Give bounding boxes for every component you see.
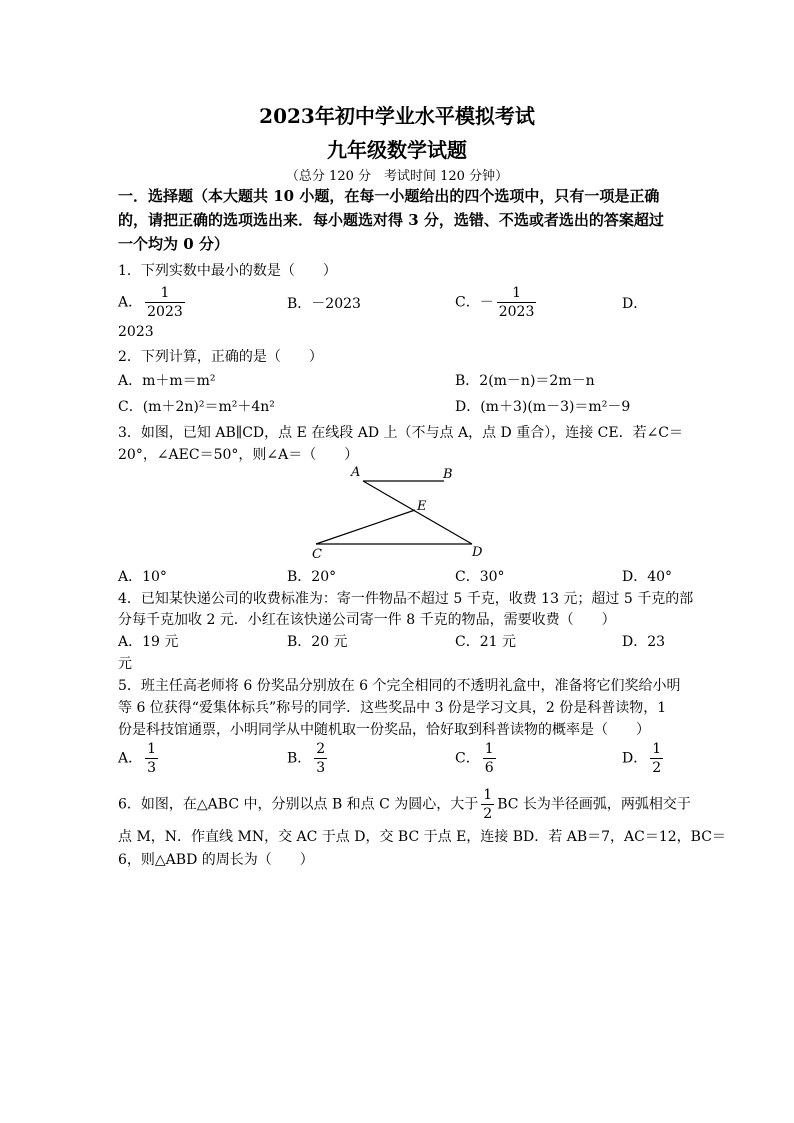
q5-d-num: 1: [652, 741, 662, 757]
q1-a-label: A．: [118, 294, 143, 311]
q1-stem: 1．下列实数中最小的数是（ ）: [118, 263, 337, 279]
q5-c-label: C．: [455, 750, 480, 767]
q5-d-label: D．: [622, 750, 648, 767]
exam-subtitle: 九年级数学试题: [327, 138, 467, 162]
exam-info: （总分 120 分 考试时间 120 分钟）: [285, 169, 509, 184]
q1-c-den: 2023: [498, 304, 535, 320]
q4-option-d: D．23: [622, 634, 666, 650]
q4-option-c: C．21 元: [455, 634, 516, 650]
q4-line2: 分每千克加收 2 元．小红在该快递公司寄一件 8 千克的物品，需要收费（ ）: [118, 612, 616, 628]
q6-line3: 6，则△ABD 的周长为（ ）: [118, 852, 314, 868]
section-heading: 一．选择题（本大题共 10 小题，在每一小题给出的四个选项中，只有一项是正确的，请把正确的选项选出来．每小题选对得 3 分，选错、不选或者选出的答案超过一个均为 0 分）: [118, 187, 664, 253]
q5-a-num: 1: [147, 741, 157, 757]
q6-line2: 点 M，N．作直线 MN，交 AC 于点 D，交 BC 于点 E，连接 BD．若 AB＝7，AC＝12，BC＝: [118, 829, 726, 845]
label-a: A: [351, 465, 361, 480]
q4-option-d-wrap: 元: [118, 656, 132, 672]
label-d: D: [472, 545, 483, 560]
q3-line1: 3．如图，已知 AB∥CD，点 E 在线段 AD 上（不与点 A，点 D 重合），连接 CE．若∠C＝: [118, 425, 684, 441]
q6-frac-den: 2: [483, 806, 493, 822]
q1-option-d: D．: [622, 296, 648, 312]
q5-line1: 5．班主任高老师将 6 份奖品分别放在 6 个完全相同的不透明礼盒中，准备将它们奖给小明: [118, 678, 681, 694]
q2-option-c: C．(m＋2n)²＝m²＋4n²: [118, 399, 275, 415]
q1-c-num: 1: [512, 285, 521, 301]
q5-b-fraction: [314, 740, 327, 777]
q2-option-a: A．m＋m＝m²: [118, 373, 216, 389]
q6-line1-pre: 6．如图，在△ABC 中，分别以点 B 和点 C 为圆心，大于: [118, 796, 479, 813]
q5-d-fraction: [650, 740, 663, 777]
q5-b-num: 2: [316, 741, 326, 757]
q1-c-label: C．－: [455, 294, 494, 311]
segment-ce: [316, 510, 415, 544]
q6-line1: [118, 786, 691, 823]
q5-b-label: B．: [287, 750, 312, 767]
label-c: C: [312, 547, 322, 562]
q6-fraction: [481, 786, 494, 823]
q5-a-label: A．: [118, 750, 143, 767]
q5-option-d: [622, 740, 666, 777]
q2-option-d: D．(m＋3)(m－3)＝m²－9: [455, 399, 631, 415]
q1-option-d-wrap: 2023: [118, 324, 154, 340]
q3-option-c: C．30°: [455, 569, 505, 585]
q5-b-den: 3: [316, 760, 326, 776]
q3-option-a: A．10°: [118, 569, 167, 585]
q5-c-fraction: [483, 740, 496, 777]
q3-figure: [300, 460, 500, 564]
q1-c-fraction: [497, 284, 537, 321]
q5-option-c: [455, 740, 499, 777]
q5-a-den: 3: [147, 760, 157, 776]
q1-a-den: 2023: [147, 304, 183, 320]
q6-line1-post: BC 长为半径画弧，两弧相交于: [497, 796, 691, 813]
q5-c-num: 1: [484, 741, 494, 757]
q3-option-d: D．40°: [622, 569, 673, 585]
q2-option-b: B．2(m－n)＝2m－n: [455, 373, 595, 389]
q4-option-b: B．20 元: [287, 634, 348, 650]
q2-stem: 2．下列计算，正确的是（ ）: [118, 349, 323, 365]
q5-d-den: 2: [652, 760, 662, 776]
q1-option-c: [455, 284, 539, 321]
q1-a-num: 1: [160, 285, 170, 301]
q5-line2: 等 6 位获得“爱集体标兵”称号的同学．这些奖品中 3 份是学习文具，2 份是科普读物，1: [118, 700, 667, 716]
label-e: E: [417, 499, 427, 514]
q5-c-den: 6: [484, 760, 494, 776]
q5-option-a: [118, 740, 161, 777]
q1-a-fraction: [145, 284, 185, 321]
q3-option-b: B．20°: [287, 569, 337, 585]
label-b: B: [443, 467, 453, 482]
q6-frac-num: 1: [483, 787, 493, 803]
q5-a-fraction: [145, 740, 158, 777]
exam-title: 2023年初中学业水平模拟考试: [259, 104, 535, 128]
q5-option-b: [287, 740, 330, 777]
q3-line2: 20°，∠AEC＝50°，则∠A＝（ ）: [118, 447, 359, 463]
q1-option-a: [118, 284, 188, 321]
q5-line3: 份是科技馆通票，小明同学从中随机取一份奖品，恰好取到科普读物的概率是（ ）: [118, 722, 650, 738]
q4-line1: 4．已知某快递公司的收费标准为：寄一件物品不超过 5 千克，收费 13 元；超过 5 千克的部: [118, 591, 694, 607]
q4-option-a: A．19 元: [118, 634, 179, 650]
q1-option-b: B．－2023: [287, 296, 361, 312]
